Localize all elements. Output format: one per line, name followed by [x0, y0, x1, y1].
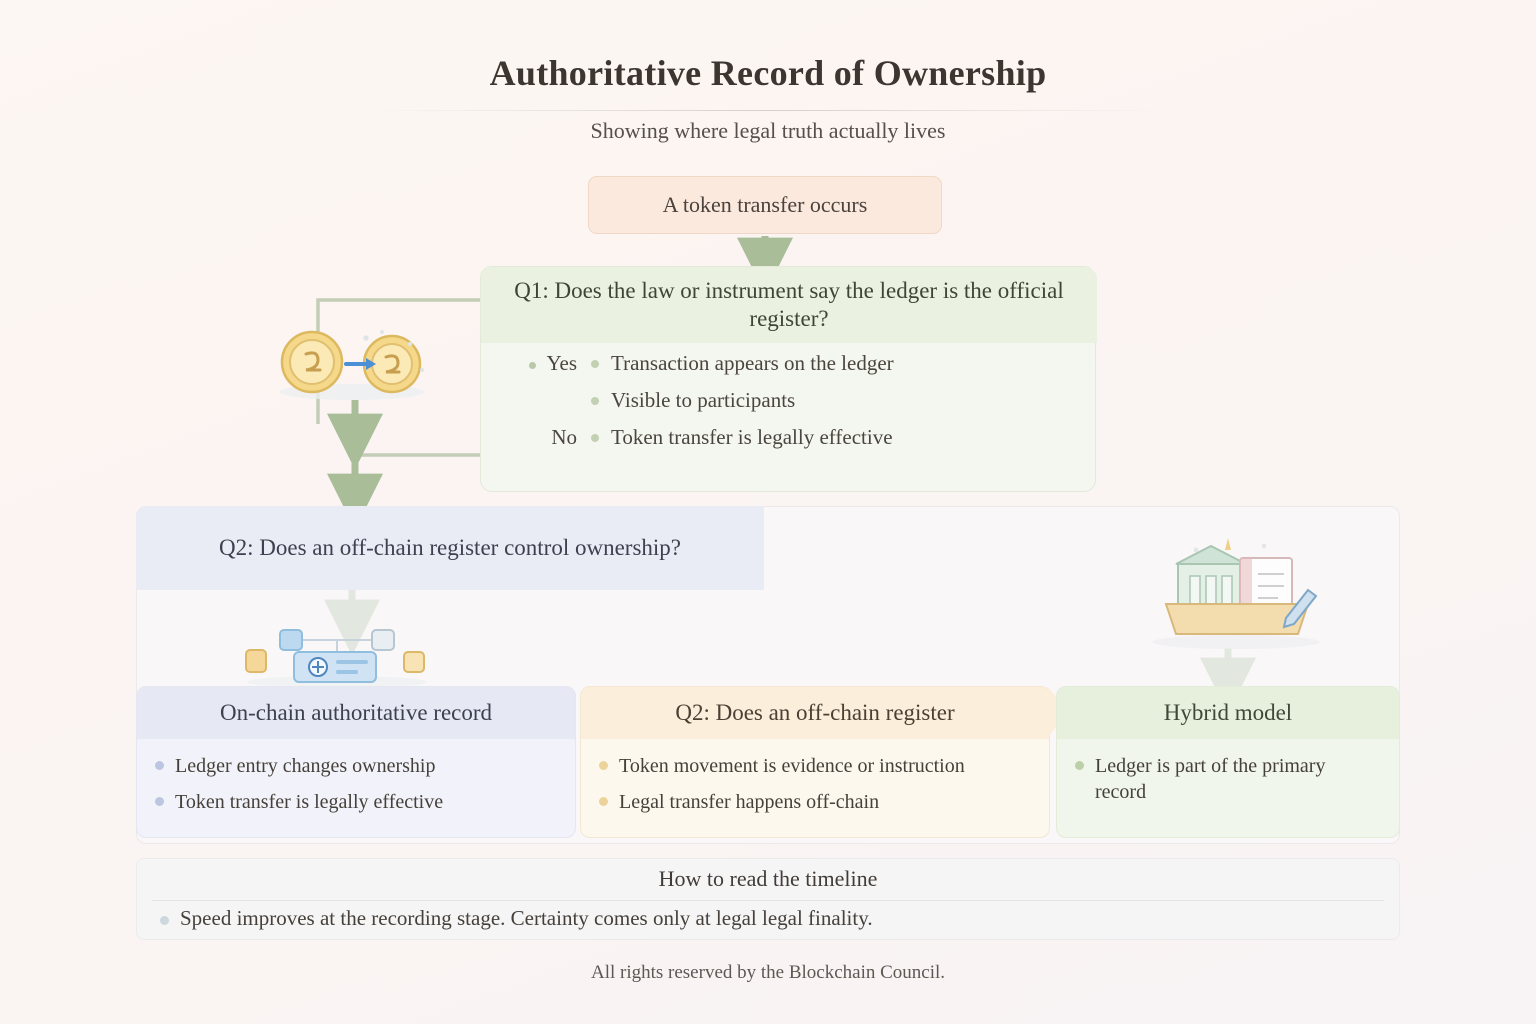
note-line	[160, 906, 1390, 931]
title-divider	[368, 110, 1168, 111]
list-item: Legal transfer happens off-chain	[599, 789, 1027, 815]
bullet-icon	[591, 360, 599, 368]
q2-question-header	[136, 506, 764, 590]
outcome-card-onchain-title: On-chain authoritative record	[137, 687, 575, 739]
bullet-icon	[1075, 761, 1084, 770]
outcome-card-onchain	[136, 686, 576, 838]
page-subtitle: Showing where legal truth actually lives	[590, 118, 946, 143]
q1-question: Q1: Does the law or instrument say the ledger is the official register?	[481, 267, 1097, 343]
q1-item-2: Visible to participants	[591, 388, 795, 413]
q2-question: Q2: Does an off-chain register control ownership?	[219, 534, 681, 560]
footer-text: All rights reserved by the Blockchain Council.	[590, 962, 946, 983]
bullet-icon	[155, 761, 164, 770]
q1-item-3: Token transfer is legally effective	[591, 425, 893, 450]
bullet-icon	[591, 434, 599, 442]
note-divider	[152, 900, 1384, 901]
outcome-card-offchain-title: Q2: Does an off-chain register	[581, 687, 1049, 739]
bullet-icon	[591, 397, 599, 405]
q1-yes-label: Yes	[481, 351, 591, 376]
q1-body	[481, 351, 1097, 462]
note-line-text: Speed improves at the recording stage. Certainty comes only at legal legal finality.	[180, 906, 873, 930]
q1-decision-block	[480, 266, 1096, 492]
outcome-card-hybrid-title: Hybrid model	[1057, 687, 1399, 739]
bullet-icon	[599, 797, 608, 806]
q1-no-label: No	[551, 425, 577, 449]
bullet-icon	[160, 916, 169, 925]
list-item: Token movement is evidence or instruction	[599, 753, 1027, 779]
start-node	[588, 176, 942, 234]
archive-documents-icon	[1136, 530, 1336, 650]
page-title: Authoritative Record of Ownership	[489, 53, 1047, 93]
q1-row-2	[481, 388, 1097, 425]
yes-bullet-icon	[529, 362, 536, 369]
note-title: How to read the timeline	[658, 866, 878, 891]
outcome-card-hybrid	[1056, 686, 1400, 838]
network-nodes-icon	[232, 618, 442, 688]
q1-item-1: Transaction appears on the ledger	[591, 351, 894, 376]
q1-row-no	[481, 425, 1097, 462]
outcome-card-offchain	[580, 686, 1050, 838]
bullet-icon	[155, 797, 164, 806]
coin-transfer-icon	[262, 322, 442, 402]
q1-row-yes	[481, 351, 1097, 388]
outcome-card-offchain-body	[581, 739, 1049, 835]
bullet-icon	[599, 761, 608, 770]
list-item: Ledger entry changes ownership	[155, 753, 553, 779]
outcome-card-onchain-body	[137, 739, 575, 835]
outcome-card-hybrid-body	[1057, 739, 1399, 825]
start-node-label: A token transfer occurs	[662, 192, 868, 217]
list-item: Ledger is part of the primary record	[1075, 753, 1377, 805]
list-item: Token transfer is legally effective	[155, 789, 553, 815]
